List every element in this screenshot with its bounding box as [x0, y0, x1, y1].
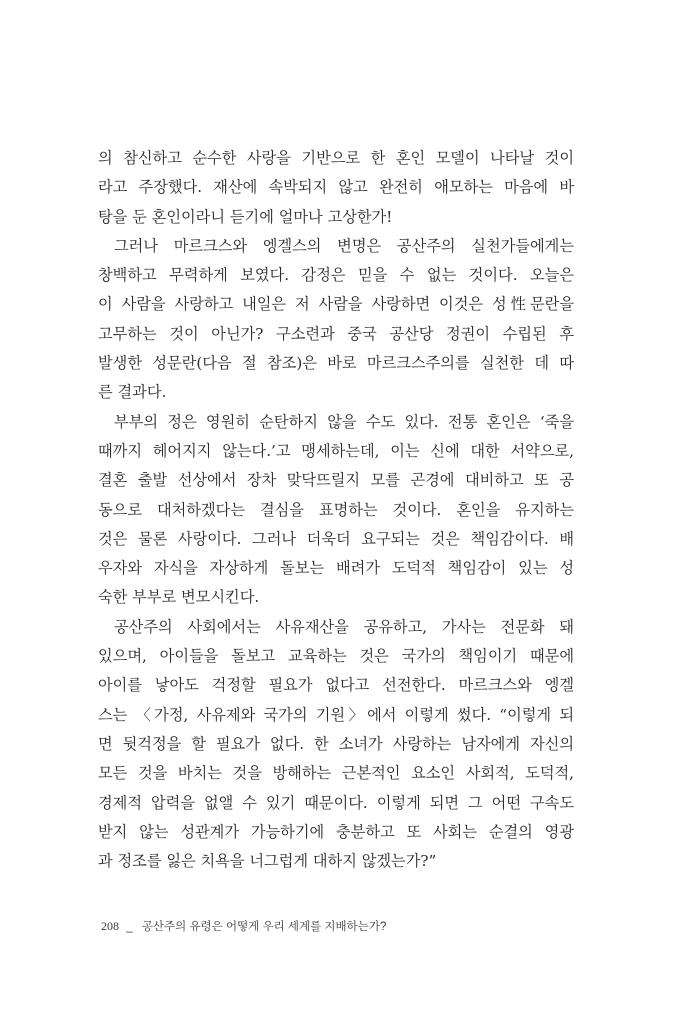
text-line: 동으로 대처하겠다는 결심을 표명하는 것이다. 혼인을 유지하는 [98, 500, 574, 519]
text-line: 라고 주장했다. 재산에 속박되지 않고 완전히 애모하는 마음에 바 [98, 178, 574, 197]
text-line: 있으며, 아이들을 돌보고 교육하는 것은 국가의 책임이기 때문에 [98, 647, 574, 666]
text-line: 결혼 출발 선상에서 장차 맞닥뜨릴지 모를 곤경에 대비하고 또 공 [98, 471, 574, 490]
text-line: 이 사람을 사랑하고 내일은 저 사람을 사랑하면 이것은 성性문란을 [98, 295, 574, 314]
text-line: 숙한 부부로 변모시킨다. [98, 588, 260, 607]
text-line: 우자와 자식을 자상하게 돌보는 배려가 도덕적 책임감이 있는 성 [98, 559, 574, 578]
text-line: 그러나 마르크스와 엥겔스의 변명은 공산주의 실천가들에게는 [114, 236, 574, 255]
text-line: 과 정조를 잃은 치욕을 너그럽게 대하지 않겠는가?” [98, 852, 437, 871]
text-line: 면 뒷걱정을 할 필요가 없다. 한 소녀가 사랑하는 남자에게 자신의 [98, 734, 574, 753]
page-footer [101, 918, 386, 934]
body-text [98, 144, 574, 876]
footer-separator: _ [126, 921, 133, 933]
text-line: 아이를 낳아도 걱정할 필요가 없다고 선전한다. 마르크스와 엥겔 [98, 676, 574, 695]
text-line: 탕을 둔 혼인이라니 듣기에 얼마나 고상한가! [98, 207, 393, 226]
text-line: 모든 것을 바치는 것을 방해하는 근본적인 요소인 사회적, 도덕적, [98, 764, 574, 783]
text-line: 부부의 정은 영원히 순탄하지 않을 수도 있다. 전통 혼인은 ‘죽을 [114, 412, 574, 431]
running-title: 공산주의 유령은 어떻게 우리 세계를 지배하는가? [141, 921, 387, 933]
text-line: 공산주의 사회에서는 사유재산을 공유하고, 가사는 전문화 돼 [114, 617, 574, 636]
text-line: 때까지 헤어지지 않는다.’고 맹세하는데, 이는 신에 대한 서약으로, [98, 441, 574, 460]
text-line: 의 참신하고 순수한 사랑을 기반으로 한 혼인 모델이 나타날 것이 [98, 149, 574, 167]
text-line: 발생한 성문란(다음 절 참조)은 바로 마르크스주의를 실천한 데 따 [98, 354, 574, 373]
text-line: 창백하고 무력하게 보였다. 감정은 믿을 수 없는 것이다. 오늘은 [98, 266, 574, 285]
text-line: 른 결과다. [98, 383, 167, 402]
text-line: 것은 물론 사랑이다. 그러나 더욱더 요구되는 것은 책임감이다. 배 [98, 529, 574, 548]
page-number: 208 [101, 919, 119, 933]
text-line: 고무하는 것이 아닌가? 구소련과 중국 공산당 정권이 수립된 후 [98, 324, 574, 343]
text-line: 스는 〈가정, 사유제와 국가의 기원〉에서 이렇게 썼다. “이렇게 되 [98, 705, 574, 724]
text-line: 받지 않는 성관계가 가능하기에 충분하고 또 사회는 순결의 영광 [98, 822, 574, 841]
text-line: 경제적 압력을 없앨 수 있기 때문이다. 이렇게 되면 그 어떤 구속도 [98, 793, 574, 812]
